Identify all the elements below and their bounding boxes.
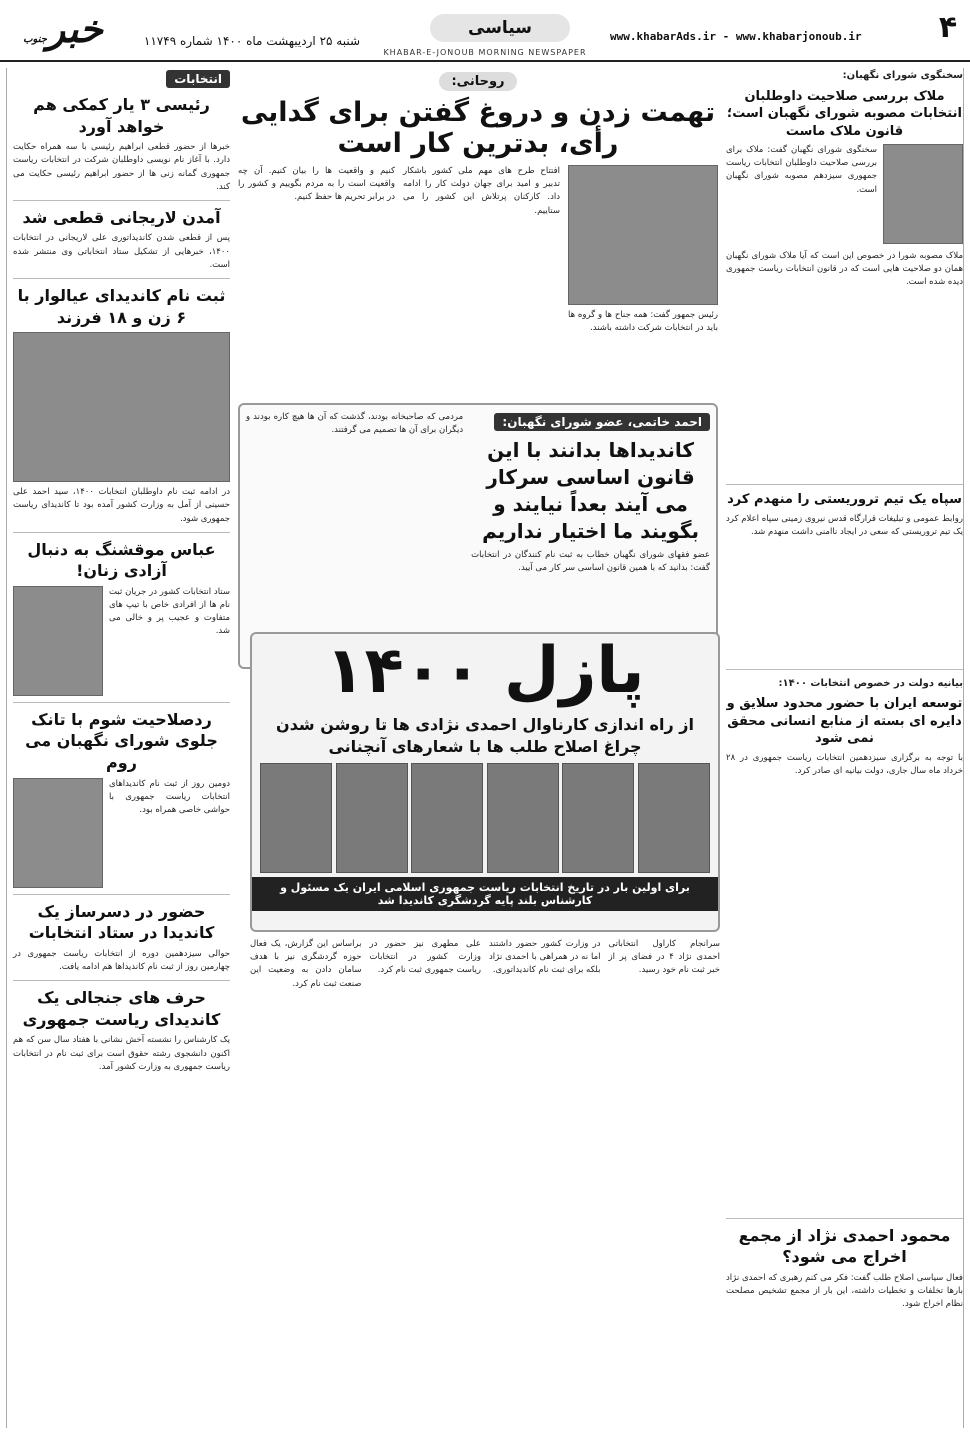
l4-headline: عباس موقشنگ به دنبال آزادی زنان! (27, 539, 216, 581)
elections-tag: انتخابات (166, 70, 230, 88)
box-body: عضو فقهای شورای نگهبان خطاب به ثبت نام کنندگان در انتخابات گفت: بدانید که با همین قانون اساسی سر کار می آیید. (471, 550, 710, 574)
website-links[interactable]: www.khabarAds.ir - www.khabarjonoub.ir (610, 30, 862, 43)
l5-headline: ردصلاحیت شوم با تانک جلوی شورای نگهبان می روم (25, 709, 218, 773)
candidate-photo (638, 763, 710, 873)
l4-body: ستاد انتخابات کشور در جریان ثبت نام ها از افرادی خاص با تیپ های متفاوت و عجیب پر و خالی می شد. (109, 586, 230, 637)
candidate-photo (487, 763, 559, 873)
r3-kicker: بیانیه دولت در خصوص انتخابات ۱۴۰۰: (778, 677, 963, 689)
box-kicker: احمد خاتمی، عضو شورای نگهبان: (494, 413, 710, 431)
l5-body: دومین روز از ثبت نام کاندیداهای انتخابات ریاست جمهوری با حواشی خاصی همراه بود. (109, 778, 230, 815)
l7-body: یک کارشناس را نشسته آخش نشانی با هفتاد سال سن که هم اکنون دانشجوی رشته حقوق است برای ثبت نام در انتخابات ریاست جمهوری به وزارت کشور آمد. (13, 1035, 230, 1072)
right-column (726, 68, 964, 1428)
r1-body: ملاک مصوبه شورا در خصوص این است که آیا ملاک شورای نگهبان همان دو صلاحیت هایی است که در قانون انتخابات ریاست جمهوری دیده شده است. (726, 251, 963, 288)
left-column (6, 68, 230, 1428)
main-kicker: روحانی: (439, 72, 516, 91)
page-number: ۴ (938, 10, 958, 45)
newspaper-logo: خبرجنوب (23, 6, 103, 51)
r4-headline: محمود احمدی نژاد از مجمع اخراج می شود؟ (738, 1225, 951, 1267)
body-col3: علی مطهری نیز حضور در وزارت کشور در انتخابات ریاست جمهوری ثبت نام کرد. (369, 939, 481, 976)
r2-body: روابط عمومی و تبلیغات قرارگاه قدس نیروی زمینی سپاه اعلام کرد یک تیم تروریستی که سعی در ایجاد ناامنی داشت منهدم شد. (726, 513, 963, 537)
main-col1: افتتاح طرح های مهم ملی کشور باشکار تدبیر و امید برای جهان دولت کار را ادامه داد. کارکنان پرتلاش این کشور را می ستاییم. (403, 166, 560, 216)
puzzle-banner: برای اولین بار در تاریخ انتخابات ریاست جمهوری اسلامی ایران یک مسئول و کارشناس بلند پایه گردشگری کاندیدا شد (252, 877, 718, 911)
box-headline: کاندیداها بدانند با این قانون اساسی سرکار می آیند بعداً نیایند و بگویند ما اختیار نداریم (482, 438, 700, 543)
body-col4: براساس این گزارش، یک فعال حوزه گردشگری نیز با هدف سامان دادن به وضعیت این صنعت ثبت نام کرد. (250, 939, 362, 989)
rouhani-photo (568, 165, 718, 305)
r1-caption: سخنگوی شورای نگهبان گفت: ملاک برای بررسی صلاحیت داوطلبان انتخابات ریاست جمهوری سیزدهم مصوبه شورای نگهبان است. (726, 145, 877, 195)
r1-kicker: سخنگوی شورای نگهبان: (842, 70, 963, 81)
photo-caption: رئیس جمهور گفت: همه جناح ها و گروه ها باید در انتخابات شرکت داشته باشند. (568, 310, 718, 334)
l6-body: حوالی سیزدهمین دوره از انتخابات ریاست جمهوری در چهارمین روز از ثبت نام کاندیداها هم ادامه یافت. (13, 948, 230, 973)
candidate-photo (13, 586, 103, 696)
r2-headline: سپاه یک تیم تروریستی را منهدم کرد (727, 492, 962, 508)
r3-headline: توسعه ایران با حضور محدود سلایق و دایره ای بسته از منابع انسانی محقق نمی شود (726, 696, 963, 747)
spokesman-photo (883, 144, 963, 244)
candidate-photo (336, 763, 408, 873)
puzzle-body (250, 938, 720, 1428)
l1-headline: رئیسی ۳ یار کمکی هم خواهد آورد (33, 95, 210, 136)
candidate-photo (562, 763, 634, 873)
l3-headline: ثبت نام کاندیدای عیالوار با ۶ زن و ۱۸ فرزند (17, 285, 226, 327)
body-col1: سرانجام کاراول انتخاباتی احمدی نژاد ۴ در فضای پر از خبر ثبت نام خود رسید. (608, 939, 720, 976)
l7-headline: حرف های جنجالی یک کاندیدای ریاست جمهوری (22, 988, 221, 1029)
masthead (0, 0, 970, 62)
l6-headline: حضور در دسرساز یک کاندیدا در ستاد انتخابات (28, 901, 215, 943)
main-headline: تهمت زدن و دروغ گفتن برای گدایی رأی، بدترین کار است (240, 97, 716, 159)
candidate-photo (13, 778, 103, 888)
l1-body: خبرها از حضور قطعی ابراهیم رئیسی با سه همراه حکایت دارد. با آغاز نام نویسی داوطلبان شرکت در انتخابات ریاست جمهوری گمانه زنی ها از حضور ابراهیم رئیسی حکایت می کند. (13, 142, 230, 192)
english-name: KHABAR-E-JONOUB MORNING NEWSPAPER (383, 48, 587, 57)
l2-body: پس از قطعی شدن کاندیداتوری علی لاریجانی در انتخابات ۱۴۰۰، خبرهایی از تشکیل ستاد انتخاباتی وی منتشر شده است. (13, 233, 230, 270)
puzzle-title: پازل ۱۴۰۰ (325, 634, 645, 708)
candidate-photo (411, 763, 483, 873)
l2-headline: آمدن لاریجانی قطعی شد (22, 207, 221, 227)
main-col2: کنیم و واقعیت ها را بیان کنیم. آن چه واقعیت است را به مردم بگوییم و کشور را در برابر تحریم ها حفظ کنیم. (238, 166, 395, 203)
cleric-photo (13, 332, 230, 482)
r1-headline: ملاک بررسی صلاحیت داوطلبان انتخابات مصوبه شورای نگهبان است؛ قانون ملاک ماست (727, 88, 962, 139)
issue-date: شنبه ۲۵ اردیبهشت ماه ۱۴۰۰ شماره ۱۱۷۴۹ (143, 34, 360, 48)
khatami-box (238, 403, 718, 669)
section-label: سیاسی (430, 14, 570, 42)
r3-body: با توجه به برگزاری سیزدهمین انتخابات ریاست جمهوری در ۲۸ خرداد ماه سال جاری، دولت بیانیه ای صادر کرد. (726, 752, 963, 776)
body-col2: در وزارت کشور حضور داشتند اما نه در همراهی با احمدی نژاد بلکه برای ثبت نام کاندیداتوری. (489, 939, 601, 976)
l3-body: در ادامه ثبت نام داوطلبان انتخابات ۱۴۰۰، سید احمد علی حسینی از آمل به وزارت کشور آمده بود تا کاندیدای ریاست جمهوری شود. (13, 487, 230, 524)
candidate-photo (260, 763, 332, 873)
puzzle-subtitle: از راه اندازی کارناوال احمدی نژادی ها تا روشن شدن چراغ اصلاح طلب ها با شعارهای آنچنانی (276, 715, 694, 756)
puzzle-feature (250, 632, 720, 932)
box-body2: مردمی که صاحبخانه بودند، گذشت که آن ها هیچ کاره بودند و دیگران برای آن ها تصمیم می گرفتند. (246, 412, 464, 436)
r4-body: فعال سیاسی اصلاح طلب گفت: فکر می کنم رهبری که احمدی نژاد بارها تخلفات و تخطیات داشته، این بار از مجمع تشخیص مصلحت نظام اخراج شود. (726, 1273, 963, 1310)
